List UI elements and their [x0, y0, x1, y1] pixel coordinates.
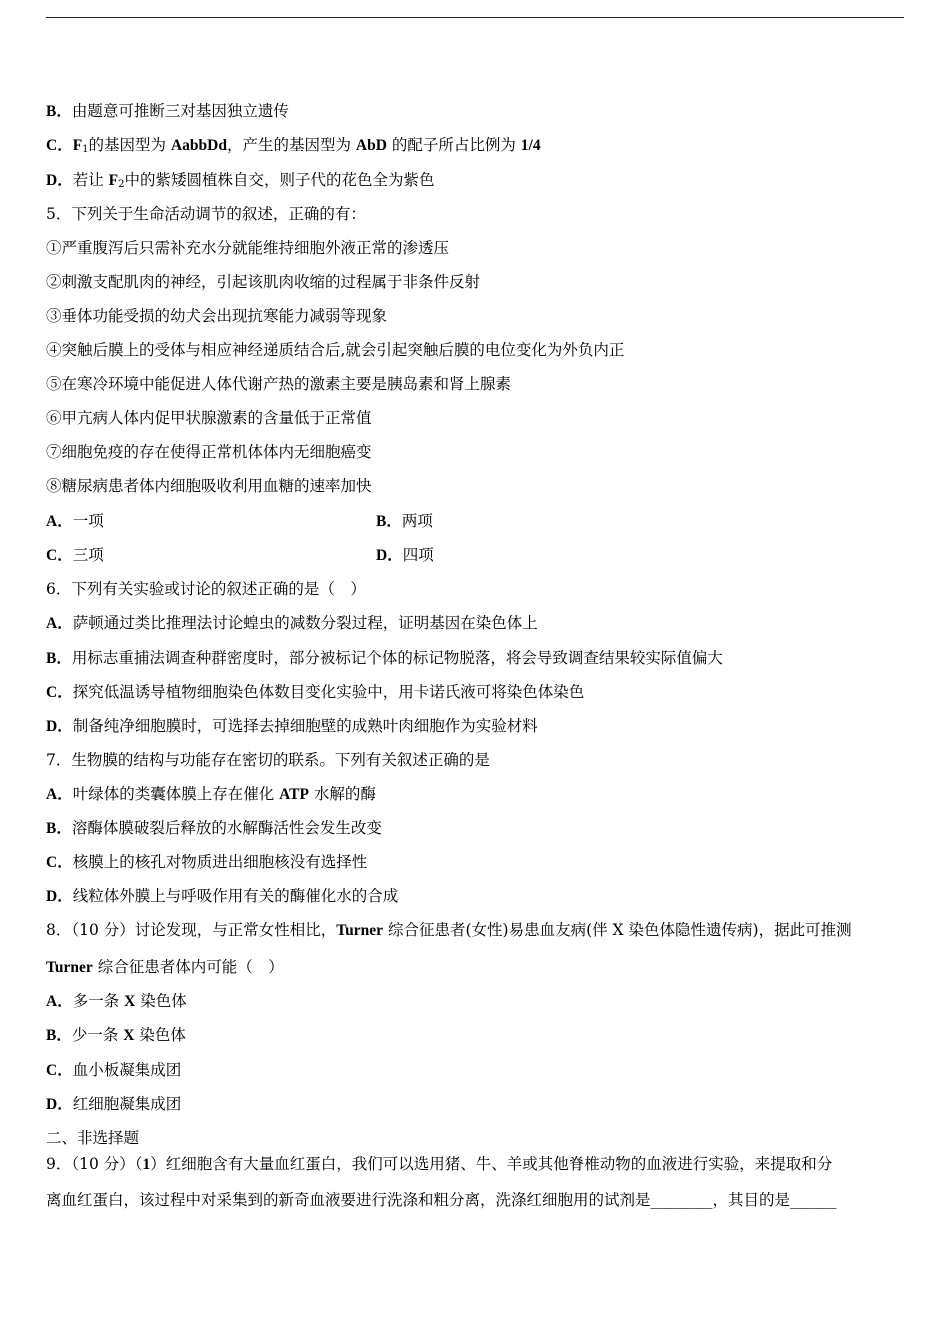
q6-stem: 6．下列有关实验或讨论的叙述正确的是（ ） [46, 580, 366, 598]
q5-item: ④突触后膜上的受体与相应神经递质结合后,就会引起突触后膜的电位变化为外负内正 [46, 341, 625, 359]
q7-stem: 7．生物膜的结构与功能存在密切的联系。下列有关叙述正确的是 [46, 751, 490, 769]
section-heading: 二、非选择题 [46, 1129, 140, 1147]
q7-option-b: B．溶酶体膜破裂后释放的水解酶活性会发生改变 [46, 819, 382, 837]
q5-option-a: A．一项 [46, 512, 104, 530]
q5-item: ⑦细胞免疫的存在使得正常机体体内无细胞癌变 [46, 443, 372, 461]
q5-item: ②刺激支配肌肉的神经，引起该肌肉收缩的过程属于非条件反射 [46, 273, 481, 291]
q6-option-c: C．探究低温诱导植物细胞染色体数目变化实验中，用卡诺氏液可将染色体染色 [46, 683, 585, 701]
q5-stem: 5．下列关于生命活动调节的叙述，正确的有： [46, 205, 366, 223]
q5-item: ①严重腹泻后只需补充水分就能维持细胞外液正常的渗透压 [46, 239, 450, 257]
q4-option-c: C．$F_1$的基因型为 AabbDd，产生的基因型为 AbD 的配子所占比例为 1/4 [46, 136, 541, 155]
q6-option-d: D．制备纯净细胞膜时，可选择去掉细胞壁的成熟叶肉细胞作为实验材料 [46, 717, 538, 735]
q8-option-a: A．多一条 X 染色体 [46, 992, 187, 1010]
q6-option-b: B．用标志重捕法调查种群密度时，部分被标记个体的标记物脱落，将会导致调查结果较实际值偏大 [46, 649, 723, 667]
q5-item: ⑥甲亢病人体内促甲状腺激素的含量低于正常值 [46, 409, 372, 427]
q9-stem-line2: 离血红蛋白，该过程中对采集到的新奇血液要进行洗涤和粗分离，洗涤红细胞用的试剂是________，其目的是______ [46, 1191, 837, 1209]
q7-option-c: C．核膜上的核孔对物质进出细胞核没有选择性 [46, 853, 368, 871]
q5-item: ⑧糖尿病患者体内细胞吸收利用血糖的速率加快 [46, 477, 372, 495]
q5-option-c: C．三项 [46, 546, 104, 564]
q6-option-a: A．萨顿通过类比推理法讨论蝗虫的减数分裂过程，证明基因在染色体上 [46, 614, 538, 632]
q5-option-d: D．四项 [376, 546, 434, 564]
q8-stem-line2: Turner 综合征患者体内可能（ ） [46, 958, 284, 976]
q5-option-b: B．两项 [376, 512, 433, 530]
q8-option-c: C．血小板凝集成团 [46, 1061, 182, 1079]
q8-stem-line1: 8．（10 分）讨论发现，与正常女性相比，Turner 综合征患者(女性)易患血友病(伴 X 染色体隐性遗传病)，据此可推测 [46, 921, 852, 939]
q5-item: ③垂体功能受损的幼犬会出现抗寒能力减弱等现象 [46, 307, 388, 325]
header-rule [46, 17, 904, 18]
q5-item: ⑤在寒冷环境中能促进人体代谢产热的激素主要是胰岛素和肾上腺素 [46, 375, 512, 393]
q9-stem-line1: 9．（10 分）（1）红细胞含有大量血红蛋白，我们可以选用猪、牛、羊或其他脊椎动物的血液进行实验，来提取和分 [46, 1155, 833, 1173]
q7-option-d: D．线粒体外膜上与呼吸作用有关的酶催化水的合成 [46, 887, 399, 905]
q8-option-d: D．红细胞凝集成团 [46, 1095, 182, 1113]
q4-option-d: D．若让 $F_2$中的紫矮圆植株自交，则子代的花色全为紫色 [46, 171, 435, 190]
q4-option-b: B．由题意可推断三对基因独立遗传 [46, 102, 289, 120]
q7-option-a: A．叶绿体的类囊体膜上存在催化 ATP 水解的酶 [46, 785, 376, 803]
q8-option-b: B．少一条 X 染色体 [46, 1026, 186, 1044]
